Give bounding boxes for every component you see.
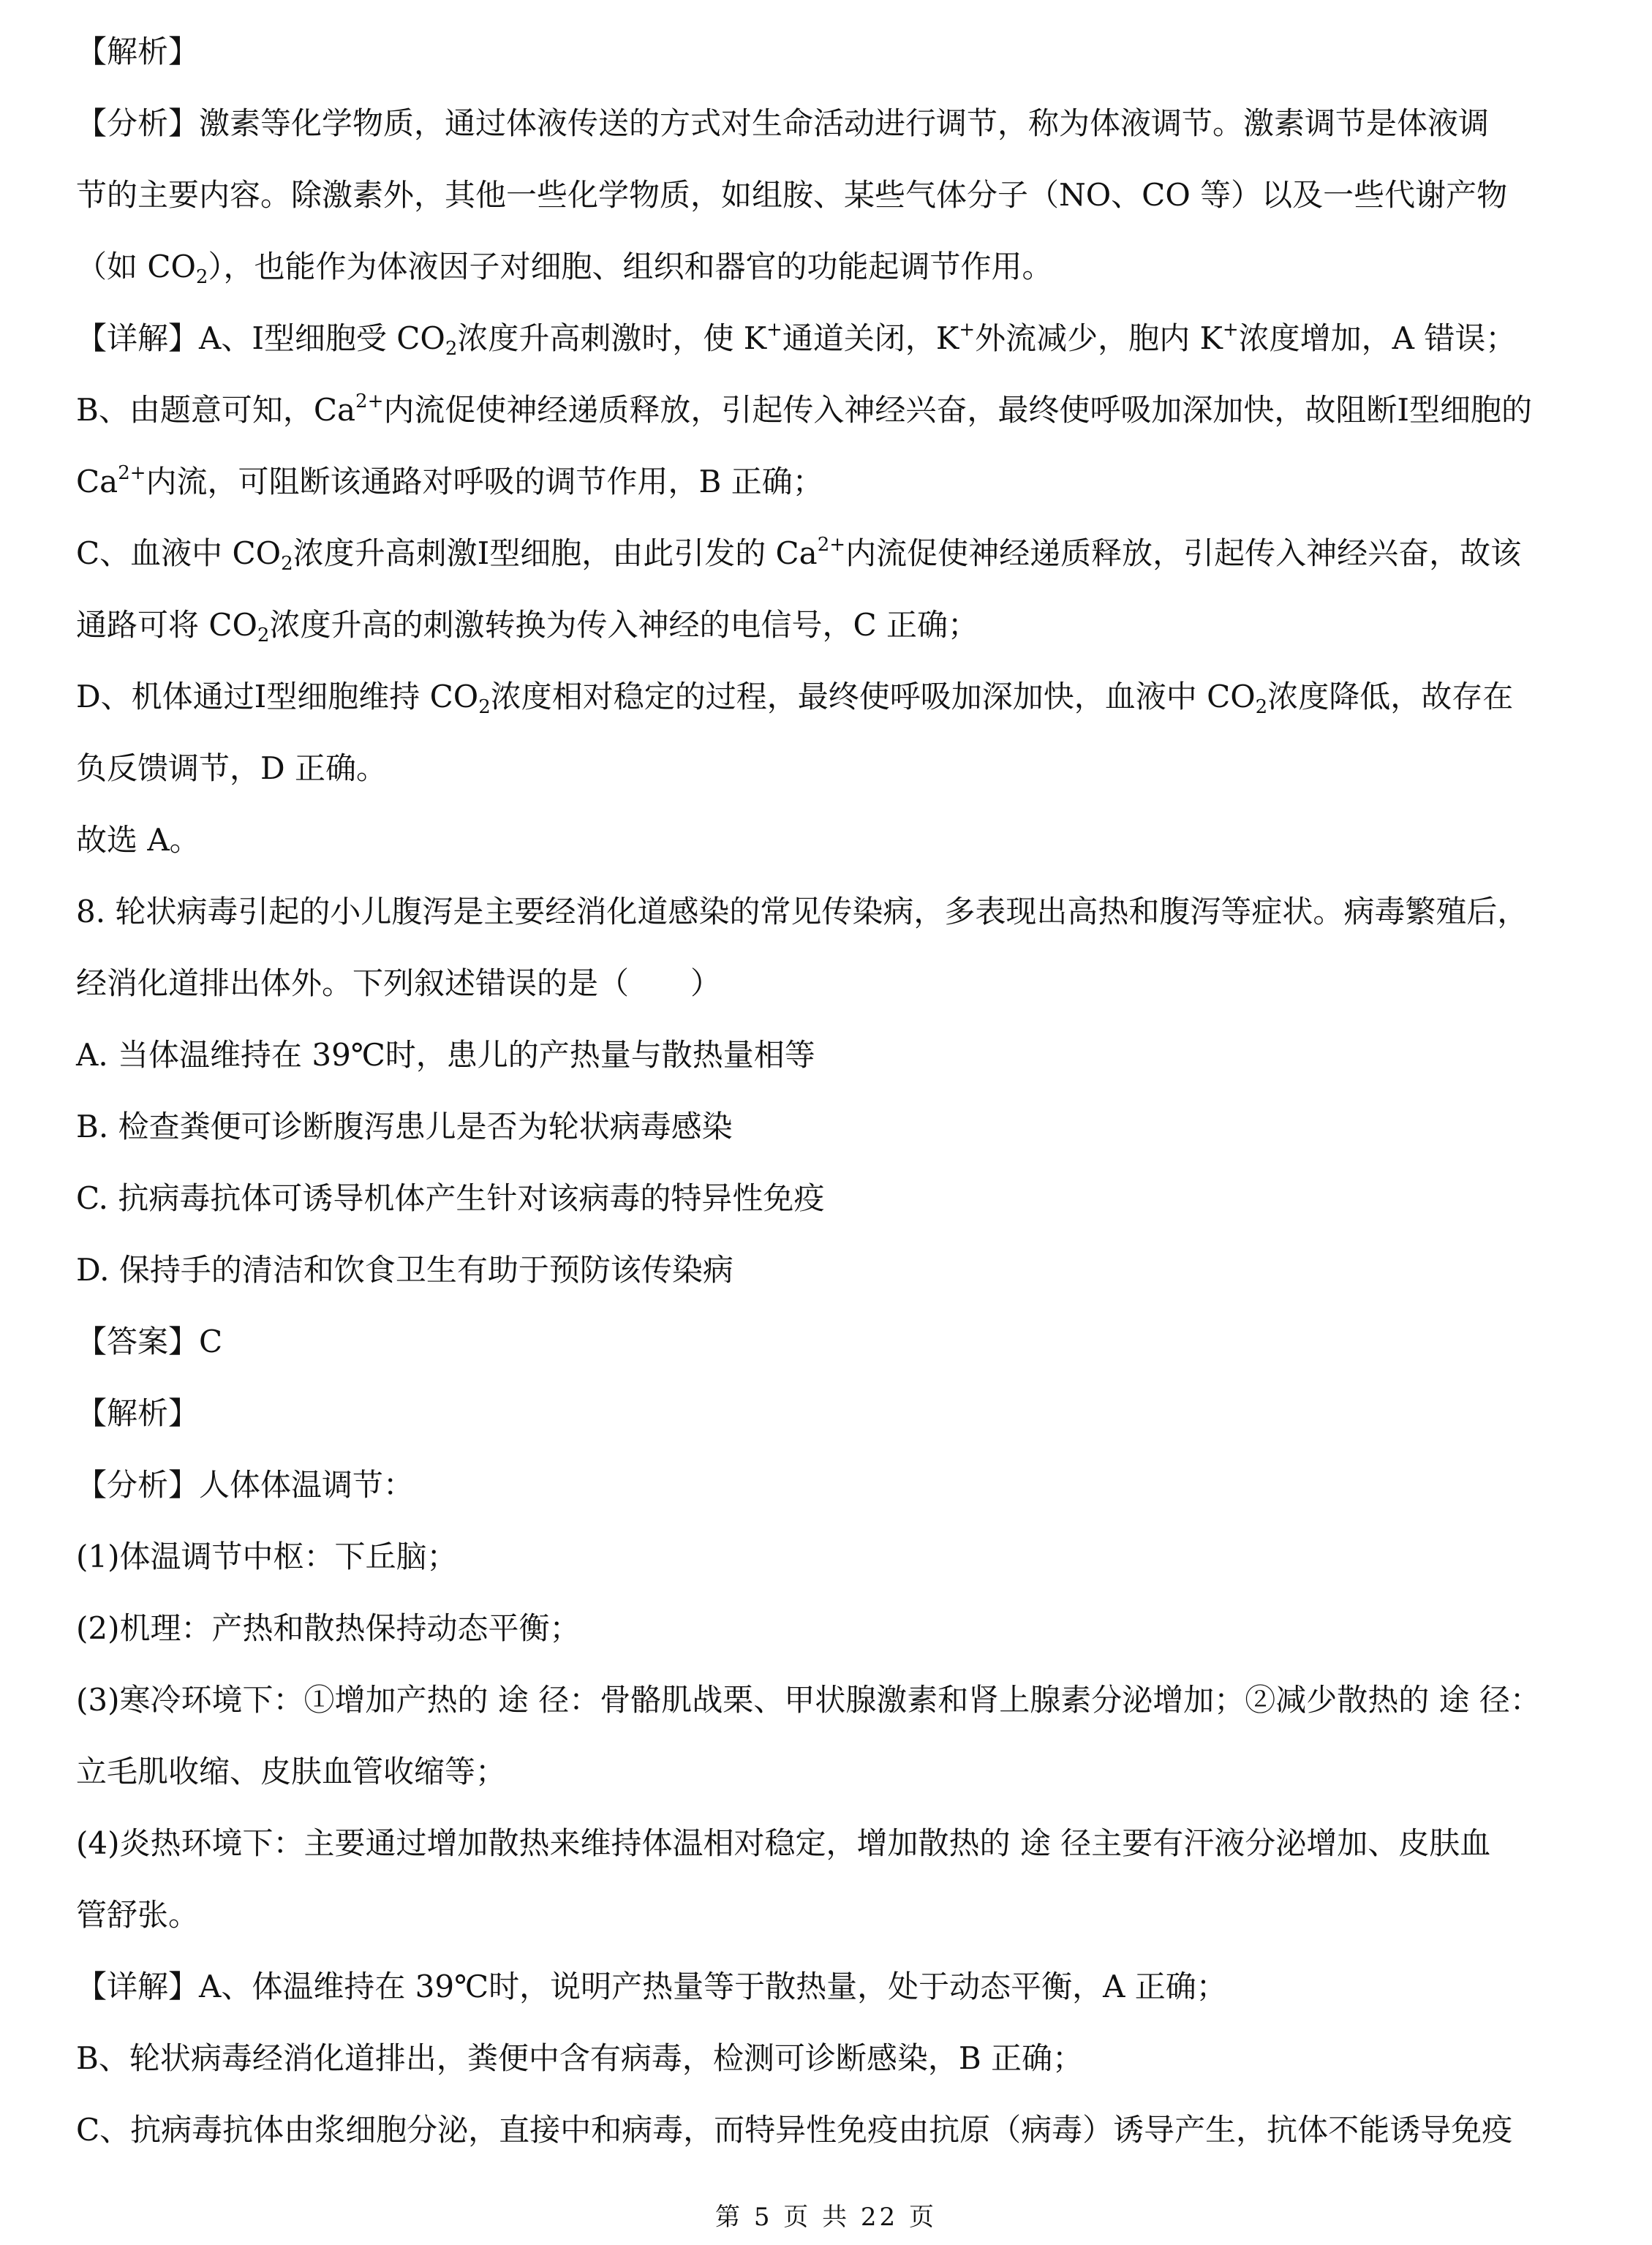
- text-run: B、由题意可知，Ca: [76, 392, 356, 428]
- text-run: 内流，可阻断该通路对呼吸的调节作用，B 正确；: [146, 464, 823, 499]
- section-heading-analysis: 【解析】: [76, 34, 200, 69]
- detail-line-c: C、抗病毒抗体由浆细胞分泌，直接中和病毒，而特异性免疫由抗原（病毒）诱导产生，抗体不能诱导免疫: [76, 2112, 1513, 2148]
- option-c: C. 抗病毒抗体可诱导机体产生针对该病毒的特异性免疫: [76, 1180, 825, 1216]
- option-d: D. 保持手的清洁和饮食卫生有助于预防该传染病: [76, 1252, 733, 1288]
- detail-line-c-cont: [76, 589, 1583, 661]
- text-run: C、血液中 CO: [76, 535, 282, 571]
- page-number-footer: 第 5 页 共 22 页: [715, 2203, 937, 2232]
- detail-line-c: [76, 518, 1583, 589]
- text-run: 【详解】A、I型细胞受 CO: [76, 320, 445, 356]
- analysis-paragraph-line: 【分析】激素等化学物质，通过体液传送的方式对生命活动进行调节，称为体液调节。激素调节是体液调: [76, 105, 1490, 141]
- text-run: 内流促使神经递质释放，引起传入神经兴奋，故该: [845, 535, 1522, 571]
- answer-heading: 【答案】C: [76, 1324, 223, 1359]
- text-run: 浓度相对稳定的过程，最终使呼吸加深加快，血液中 CO: [490, 679, 1256, 714]
- detail-line-d: [76, 661, 1583, 733]
- document-body: [76, 16, 1583, 2166]
- detail-line-a: 【详解】A、体温维持在 39℃时，说明产热量等于散热量，处于动态平衡，A 正确；: [76, 1969, 1227, 2004]
- detail-line-b: [76, 374, 1583, 446]
- subscript: 2: [281, 553, 293, 575]
- detail-line-b-cont: [76, 446, 1583, 518]
- analysis-point-4: (4)炎热环境下：主要通过增加散热来维持体温相对稳定，增加散热的 途 径主要有汗液分泌增加、皮肤血: [76, 1825, 1491, 1861]
- analysis-point-3: (3)寒冷环境下：①增加产热的 途 径：骨骼肌战栗、甲状腺激素和肾上腺素分泌增加；②减少散热的 途 径：: [76, 1682, 1541, 1718]
- subscript: 2: [195, 266, 208, 288]
- text-run: Ca: [76, 464, 118, 499]
- superscript: 2+: [118, 462, 146, 484]
- text-run: （如 CO: [76, 249, 196, 284]
- detail-line-d-cont: 负反馈调节，D 正确。: [76, 750, 388, 786]
- subscript: 2: [445, 338, 458, 360]
- text-run: ），也能作为体液因子对细胞、组织和器官的功能起调节作用。: [208, 249, 1053, 284]
- superscript: +: [959, 319, 976, 341]
- subscript: 2: [478, 696, 491, 718]
- question-8-stem-cont: 经消化道排出体外。下列叙述错误的是（ ）: [76, 965, 722, 1001]
- analysis-paragraph-line: [76, 231, 1583, 303]
- section-heading-analysis: 【解析】: [76, 1395, 200, 1431]
- text-run: 通道关闭，K: [782, 320, 959, 356]
- subscript: 2: [1255, 696, 1268, 718]
- text-run: 内流促使神经递质释放，引起传入神经兴奋，最终使呼吸加深加快，故阻断I型细胞的: [383, 392, 1532, 428]
- text-run: 浓度升高刺激I型细胞，由此引发的 Ca: [293, 535, 818, 571]
- option-b: B. 检查粪便可诊断腹泻患儿是否为轮状病毒感染: [76, 1109, 733, 1144]
- superscript: +: [766, 319, 782, 341]
- text-run: 浓度升高的刺激转换为传入神经的电信号，C 正确；: [269, 607, 978, 643]
- superscript: 2+: [355, 390, 384, 412]
- answer-choice-line: 故选 A。: [76, 822, 200, 858]
- superscript: +: [1222, 319, 1239, 341]
- text-run: D、机体通过I型细胞维持 CO: [76, 679, 479, 714]
- text-run: 浓度增加，A 错误；: [1238, 320, 1517, 356]
- subscript: 2: [257, 625, 270, 646]
- text-run: 通路可将 CO: [76, 607, 257, 643]
- question-8-stem: 8. 轮状病毒引起的小儿腹泻是主要经消化道感染的常见传染病，多表现出高热和腹泻等症状。病毒繁殖后，: [76, 894, 1528, 929]
- analysis-point-2: (2)机理：产热和散热保持动态平衡；: [76, 1610, 581, 1646]
- text-run: 外流减少，胞内 K: [975, 320, 1223, 356]
- text-run: 浓度升高刺激时，使 K: [457, 320, 767, 356]
- analysis-point-4-cont: 管舒张。: [76, 1897, 200, 1933]
- option-a: A. 当体温维持在 39℃时，患儿的产热量与散热量相等: [76, 1037, 815, 1073]
- analysis-point-1: (1)体温调节中枢：下丘脑；: [76, 1539, 458, 1574]
- analysis-paragraph-line: 节的主要内容。除激素外，其他一些化学物质，如组胺、某些气体分子（NO、CO 等）以及一些代谢产物: [76, 177, 1508, 213]
- text-run: 浓度降低，故存在: [1267, 679, 1514, 714]
- analysis-point-3-cont: 立毛肌收缩、皮肤血管收缩等；: [76, 1754, 507, 1789]
- detail-line-a: [76, 303, 1583, 374]
- superscript: 2+: [817, 534, 846, 556]
- detail-line-b: B、轮状病毒经消化道排出，粪便中含有病毒，检测可诊断感染，B 正确；: [76, 2040, 1084, 2076]
- analysis-heading: 【分析】人体体温调节：: [76, 1467, 415, 1503]
